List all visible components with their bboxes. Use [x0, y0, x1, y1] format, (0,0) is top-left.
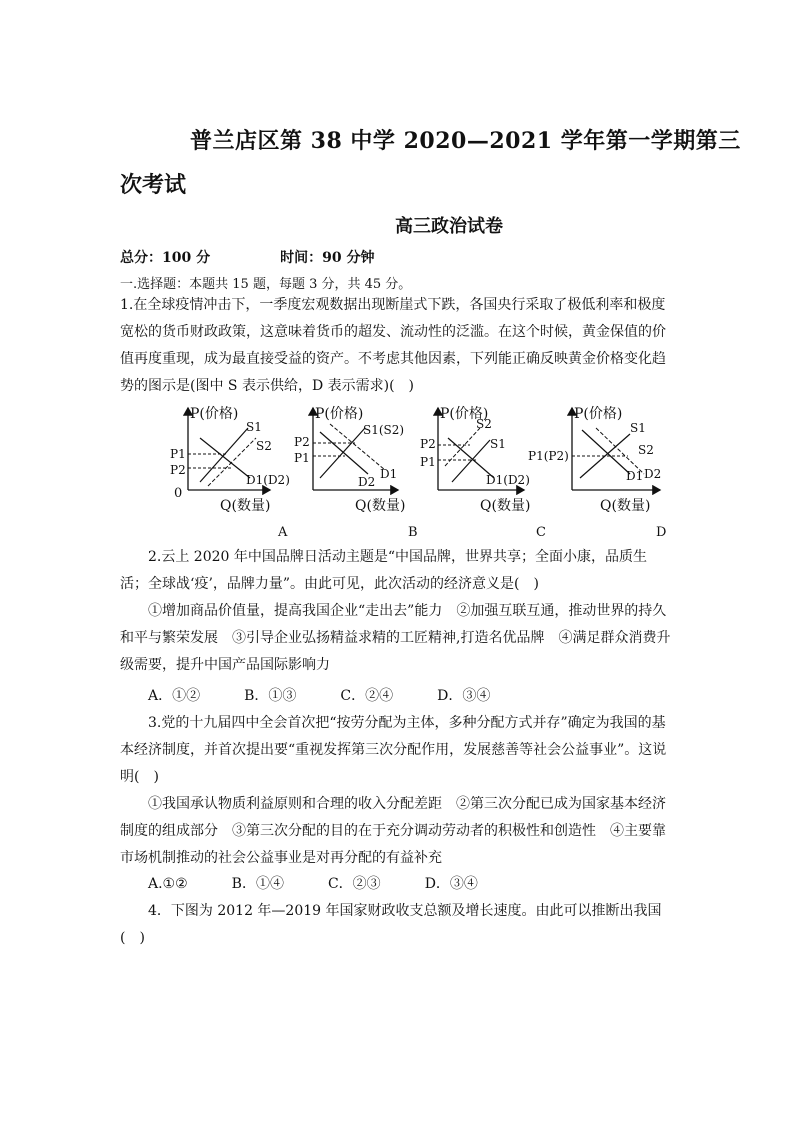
graph-a-p-upper: P1: [170, 447, 186, 461]
graph-d-ylabel: P(价格): [574, 406, 623, 422]
graph-b-xlabel: Q(数量): [355, 498, 406, 514]
question-4-text: [120, 898, 675, 952]
graph-c-s1: S1: [490, 437, 506, 451]
graph-a: [170, 405, 290, 540]
q2-option-b[interactable]: B．①③: [244, 688, 297, 704]
graph-b-p-lower: P1: [294, 451, 310, 465]
question-1-text: 1.在全球疫情冲击下，一季度宏观数据出现断崖式下跌，各国央行采取了极低利率和极度宽松的货币财政政策，这意味着货币的超发、流动性的泛滥。在这个时候，黄金保值的价值再度重现，成为最直接受益的资产。不考虑其他因素，下列能正确反映黄金价格变化趋势的图示是(图中 S 表示供给，D 表示需求)( ): [120, 297, 666, 394]
question-2-statements: [120, 598, 675, 679]
supply-demand-graphs: [160, 398, 680, 548]
question-3-options: [148, 873, 522, 893]
total-score: 总分：100 分: [120, 250, 211, 266]
exam-subtitle: 高三政治试卷: [395, 216, 503, 237]
q3-option-d[interactable]: D．③④: [424, 876, 478, 892]
q3-option-a[interactable]: A.①②: [148, 876, 188, 892]
graph-c-d: D1(D2): [486, 473, 530, 487]
q2-option-a[interactable]: A．①②: [148, 688, 201, 704]
q3-option-c[interactable]: C．②③: [327, 876, 381, 892]
graph-d-s2: S2: [638, 443, 654, 457]
question-2-text: [120, 544, 675, 598]
graph-d-letter: D: [656, 525, 667, 540]
q2-option-d[interactable]: D．③④: [437, 688, 491, 704]
graph-d-p: P1(P2): [528, 449, 569, 463]
question-3-statements: [120, 791, 675, 872]
graph-b-d2: D2: [358, 475, 376, 489]
q2-option-c[interactable]: C．②④: [340, 688, 394, 704]
question-3-stem: 3.党的十九届四中全会首次把“按劳分配为主体，多种分配方式并存”确定为我国的基本经济制度，并首次提出要“重视发挥第三次分配作用，发展慈善等社会公益事业”。这说明( ): [120, 715, 667, 785]
graph-c-xlabel: Q(数量): [480, 498, 531, 514]
question-3-statement-text: ①我国承认物质利益原则和合理的收入分配差距 ②第三次分配已成为国家基本经济制度的组成部分 ③第三次分配的目的在于充分调动劳动者的积极性和创造性 ④主要靠市场机制推动的社会公益事业是对再分配的有益补充: [120, 796, 666, 866]
graph-a-s2: S2: [256, 439, 272, 453]
exam-time: 时间：90 分钟: [280, 250, 375, 266]
graph-a-ylabel: P(价格): [190, 406, 239, 422]
question-1-graphs: [160, 398, 680, 548]
graph-d-d2: D2: [644, 467, 662, 481]
question-2-options: [148, 685, 534, 705]
graph-b-p-upper: P2: [294, 435, 310, 449]
graph-a-origin: 0: [174, 486, 183, 501]
graph-c-ylabel: P(价格): [440, 406, 489, 422]
exam-meta: [120, 247, 374, 267]
graph-a-d: D1(D2): [246, 473, 290, 487]
question-3-text: [120, 710, 675, 791]
graph-d-xlabel: Q(数量): [600, 498, 651, 514]
graph-b-d1: D1: [380, 467, 398, 481]
graph-c-p-lower: P1: [420, 455, 436, 469]
graph-a-letter: A: [278, 525, 288, 540]
question-4-stem: 4．下图为 2012 年—2019 年国家财政收支总额及增长速度。由此可以推断出我国( ): [120, 903, 662, 946]
question-2-stem: 2.云上 2020 年中国品牌日活动主题是“中国品牌，世界共享；全面小康，品质生活；全球战‘疫’，品牌力量”。由此可见，此次活动的经济意义是( ): [120, 549, 648, 592]
graph-b: [294, 405, 418, 540]
section-heading: 一.选择题：本题共 15 题，每题 3 分，共 45 分。: [120, 277, 412, 292]
question-2-statement-text: ①增加商品价值量，提高我国企业“走出去”能力 ②加强互联互通，推动世界的持久和平与繁荣发展 ③引导企业弘扬精益求精的工匠精神,打造名优品牌 ④满足群众消费升级需要，提升中国产品国际影响力: [120, 603, 671, 673]
q3-option-b[interactable]: B．①④: [231, 876, 284, 892]
graph-d-d1: D1: [626, 469, 644, 483]
graph-c: [420, 405, 546, 540]
graph-b-ylabel: P(价格): [315, 406, 364, 422]
exam-title-line2: 次考试: [120, 172, 187, 198]
graph-c-p-upper: P2: [420, 437, 436, 451]
graph-a-xlabel: Q(数量): [220, 498, 271, 514]
graph-d: [528, 405, 666, 540]
graph-b-letter: B: [408, 525, 418, 540]
graph-c-s2: S2: [476, 417, 492, 431]
graph-b-s: S1(S2): [363, 423, 405, 437]
graph-a-s1: S1: [246, 420, 262, 434]
graph-c-letter: C: [536, 525, 546, 540]
exam-title-line1: 普兰店区第 38 中学 2020—2021 学年第一学期第三: [190, 128, 741, 154]
graph-d-s1: S1: [630, 421, 646, 435]
graph-a-p-lower: P2: [170, 463, 186, 477]
